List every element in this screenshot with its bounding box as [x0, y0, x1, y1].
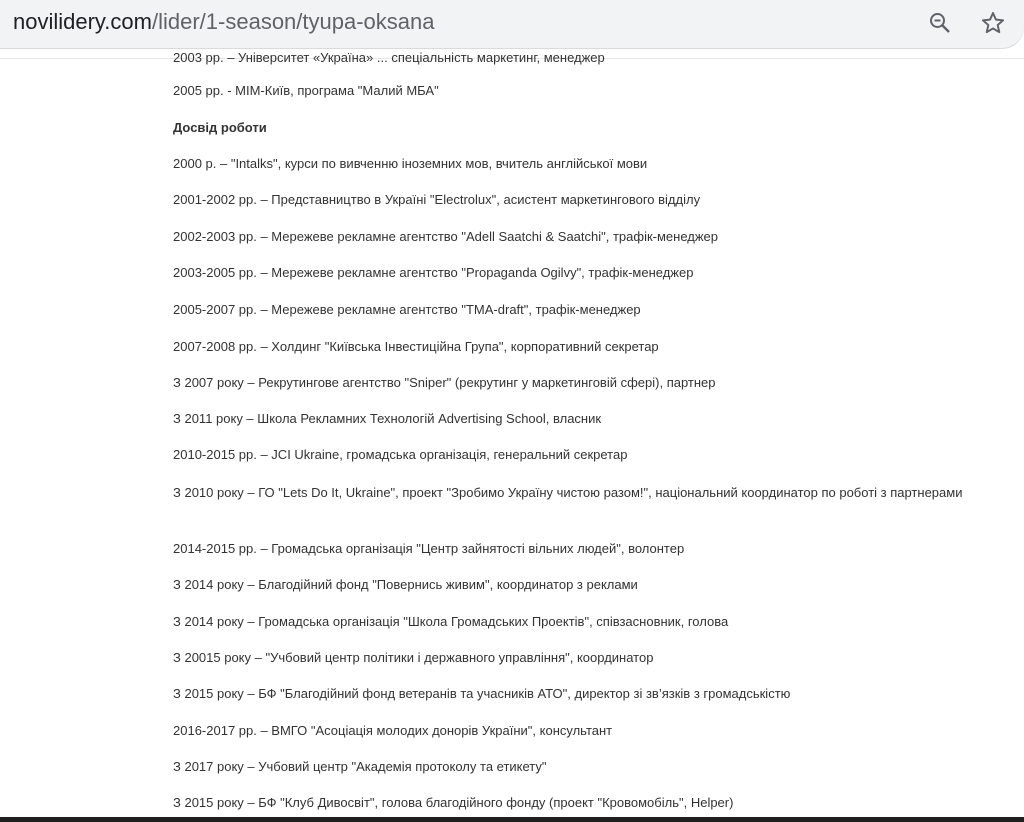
list-item: 2007-2008 рр. – Холдинг "Київська Інвестиційна Група", корпоративний секретар: [173, 339, 659, 354]
list-item: З 2011 року – Школа Рекламних Технологій Advertising School, власник: [173, 411, 602, 426]
list-item: 2005-2007 рр. – Мережеве рекламне агентство "TMA-draft", трафік-менеджер: [173, 302, 641, 317]
list-item: З 2007 року – Рекрутингове агентство "Sniper" (рекрутинг у маркетинговій сфері), партнер: [173, 375, 716, 390]
list-item: З 20015 року – "Учбовий центр політики і державного управління", координатор: [173, 650, 654, 665]
list-item: 2003-2005 рр. – Мережеве рекламне агентство "Propaganda Ogilvy", трафік-менеджер: [173, 265, 694, 280]
page-content: [173, 50, 973, 817]
list-item: 2014-2015 рр. – Громадська організація "Центр зайнятості вільних людей", волонтер: [173, 541, 685, 556]
zoom-out-icon[interactable]: [925, 8, 955, 38]
list-item: 2000 р. – "Intalks", курси по вивченню іноземних мов, вчитель англійської мови: [173, 156, 648, 171]
url-path: /lider/1-season/tyupa-oksana: [151, 9, 435, 34]
list-item: З 2014 року – Громадська організація "Школа Громадських Проектів", співзасновник, голова: [173, 614, 729, 629]
list-item: 2016-2017 рр. – ВМГО "Асоціація молодих донорів України", консультант: [173, 723, 613, 738]
list-item: З 2015 року – БФ "Благодійний фонд ветеранів та учасників АТО", директор зі зв’язків з громадськістю: [173, 686, 791, 701]
url-domain: novilidery.com: [13, 9, 152, 34]
list-item: 2002-2003 рр. – Мережеве рекламне агентство "Adell Saatchi & Saatchi", трафік-менеджер: [173, 229, 719, 244]
list-item: З 2010 року – ГО "Lets Do It, Ukraine", проект "Зробимо Україну чистою разом!", національний координатор по роботі з партнерами: [173, 485, 963, 500]
list-item: 2001-2002 рр. – Представництво в Україні "Electrolux", асистент маркетингового відділу: [173, 192, 701, 207]
education-line: 2005 рр. - МІМ-Київ, програма "Малий МБА": [173, 83, 439, 98]
list-item: 2010-2015 рр. – JCI Ukraine, громадська організація, генеральний секретар: [173, 447, 628, 462]
url-text[interactable]: [13, 8, 434, 36]
list-item: З 2017 року – Учбовий центр "Академія протоколу та етикету": [173, 759, 547, 774]
list-item: З 2014 року – Благодійний фонд "Повернись живим", координатор з реклами: [173, 577, 638, 592]
bookmark-star-icon[interactable]: [978, 8, 1008, 38]
section-heading: Досвід роботи: [173, 120, 267, 135]
bottom-edge-bar: [0, 817, 1024, 822]
address-bar[interactable]: [0, 0, 1024, 48]
list-item: З 2015 року – БФ "Клуб Дивосвіт", голова благодійного фонду (проект "Кровомобіль", Helper): [173, 795, 734, 810]
cutoff-text-line: 2003 рр. – Університет «Україна» ... спеціальність маркетинг, менеджер: [173, 50, 605, 65]
